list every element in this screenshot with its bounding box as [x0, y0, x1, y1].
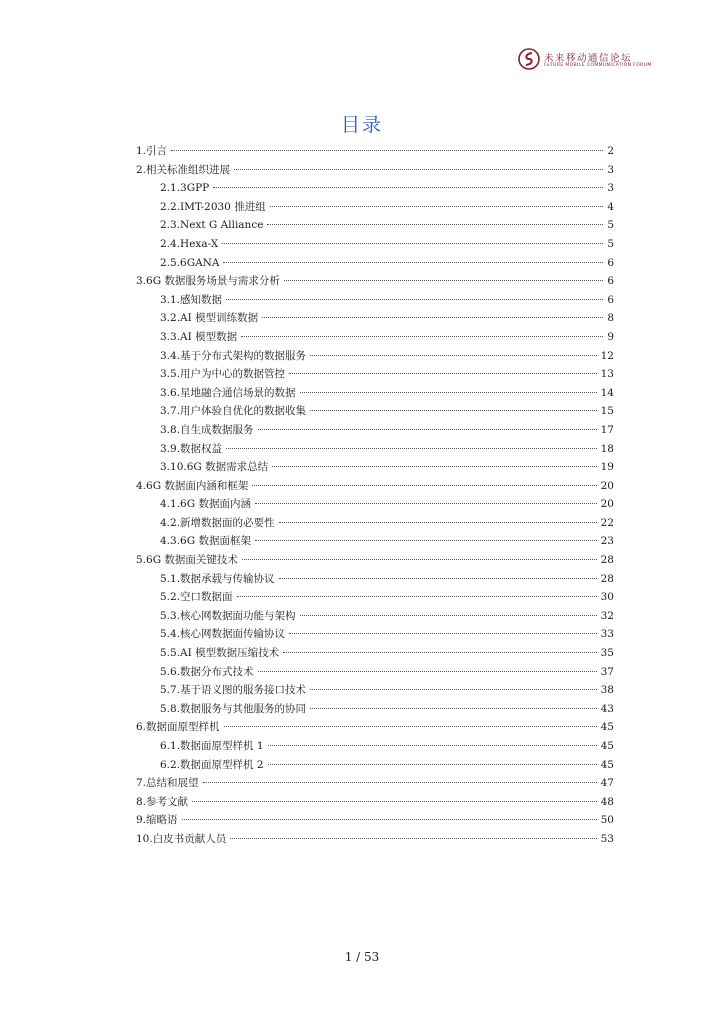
forum-logo-icon	[518, 48, 540, 70]
toc-entry-label: 3.6.星地融合通信场景的数据	[160, 386, 296, 399]
toc-entry[interactable]	[136, 625, 614, 644]
toc-entry-label: 5.3.核心网数据面功能与架构	[160, 609, 296, 622]
toc-entry[interactable]	[136, 514, 614, 533]
toc-entry-label: 2.3.Next G Alliance	[160, 219, 264, 232]
toc-leader-dots	[289, 373, 597, 374]
toc-entry-label: 6.2.数据面原型样机 2	[160, 758, 264, 771]
page-indicator: 1 / 53	[344, 950, 380, 964]
toc-entry[interactable]	[136, 588, 614, 607]
toc-entry-label: 4.6G 数据面内涵和框架	[136, 479, 249, 492]
toc-entry-page: 50	[600, 814, 614, 827]
toc-entry-page: 33	[600, 628, 614, 641]
toc-entry[interactable]	[136, 198, 614, 217]
toc-entry-label: 3.7.用户体验自优化的数据收集	[160, 405, 307, 418]
toc-leader-dots	[242, 559, 597, 560]
toc-entry[interactable]	[136, 458, 614, 477]
toc-leader-dots	[283, 652, 597, 653]
toc-leader-dots	[258, 671, 597, 672]
toc-entry-page: 6	[607, 256, 614, 269]
toc-entry-page: 37	[600, 665, 614, 678]
toc-leader-dots	[241, 336, 603, 337]
toc-entry-label: 5.4.核心网数据面传输协议	[160, 628, 286, 641]
toc-leader-dots	[258, 429, 597, 430]
toc-entry-page: 17	[600, 423, 614, 436]
toc-entry-label: 3.10.6G 数据需求总结	[160, 461, 269, 474]
toc-leader-dots	[270, 206, 604, 207]
toc-entry-label: 2.5.6GANA	[160, 256, 220, 269]
toc-leader-dots	[192, 801, 597, 802]
toc-entry-label: 6.1.数据面原型样机 1	[160, 740, 264, 752]
toc-entry-page: 4	[607, 200, 614, 213]
toc-leader-dots	[203, 782, 597, 783]
toc-entry-label: 3.5.用户为中心的数据管控	[160, 368, 286, 381]
toc-entry[interactable]	[136, 495, 614, 514]
toc-entry-page: 43	[600, 702, 614, 715]
toc-entry-label: 2.1.3GPP	[160, 182, 210, 195]
toc-entry-page: 45	[600, 758, 614, 771]
toc-entry-page: 8	[607, 312, 614, 325]
toc-entry-label: 5.6.数据分布式技术	[160, 665, 254, 678]
toc-entry[interactable]	[136, 737, 614, 756]
toc-leader-dots	[272, 466, 597, 467]
toc-entry-label: 8.参考文献	[136, 795, 189, 808]
toc-leader-dots	[284, 280, 603, 281]
toc-entry-page: 14	[600, 386, 614, 399]
toc-entry-page: 20	[600, 479, 614, 492]
toc-entry-page: 45	[600, 721, 614, 734]
toc-entry-label: 3.2.AI 模型训练数据	[160, 312, 259, 325]
toc-entry[interactable]	[136, 700, 614, 719]
toc-entry-page: 22	[600, 516, 614, 529]
toc-entry[interactable]	[136, 179, 614, 198]
toc-entry-label: 3.8.自生成数据服务	[160, 423, 254, 436]
toc-entry[interactable]	[136, 793, 614, 812]
toc-entry-page: 9	[607, 330, 614, 343]
toc-entry-label: 2.2.IMT-2030 推进组	[160, 200, 266, 213]
toc-entry-page: 2	[607, 145, 614, 157]
toc-leader-dots	[224, 726, 597, 727]
toc-entry-label: 4.3.6G 数据面框架	[160, 535, 251, 548]
toc-leader-dots	[234, 169, 603, 170]
toc-entry[interactable]	[136, 774, 614, 793]
toc-entry-page: 5	[607, 237, 614, 250]
toc-entry[interactable]	[136, 254, 614, 273]
toc-entry-page: 15	[600, 405, 614, 418]
toc-leader-dots	[222, 243, 603, 244]
toc-entry-label: 10.白皮书贡献人员	[136, 832, 227, 845]
toc-leader-dots	[279, 522, 597, 523]
toc-entry-page: 3	[607, 163, 614, 176]
toc-entry-label: 9.缩略语	[136, 814, 178, 827]
toc-entry-page: 47	[600, 777, 614, 790]
toc-leader-dots	[300, 615, 597, 616]
toc-entry-label: 7.总结和展望	[136, 777, 199, 790]
toc-entry-page: 13	[600, 368, 614, 381]
toc-leader-dots	[268, 764, 597, 765]
toc-entry-page: 20	[600, 498, 614, 511]
toc-leader-dots	[262, 317, 603, 318]
toc-leader-dots	[255, 540, 597, 541]
toc-entry[interactable]	[136, 570, 614, 589]
toc-leader-dots	[289, 633, 597, 634]
toc-entry-label: 5.6G 数据面关键技术	[136, 554, 238, 567]
toc-leader-dots	[171, 150, 603, 151]
toc-entry-label: 5.8.数据服务与其他服务的协同	[160, 702, 307, 715]
toc-entry[interactable]	[136, 718, 614, 737]
toc-entry-page: 28	[600, 572, 614, 585]
toc-entry-label: 5.5.AI 模型数据压缩技术	[160, 647, 280, 660]
toc-leader-dots	[310, 410, 597, 411]
toc-entry-page: 28	[600, 554, 614, 567]
toc-leader-dots	[226, 448, 597, 449]
toc-leader-dots	[223, 262, 603, 263]
toc-leader-dots	[267, 224, 603, 225]
toc-entry[interactable]	[136, 142, 614, 161]
toc-entry-label: 3.4.基于分布式架构的数据服务	[160, 349, 307, 362]
toc-entry[interactable]	[136, 756, 614, 775]
toc-entry-label: 2.相关标准组织进展	[136, 163, 231, 176]
toc-entry[interactable]	[136, 477, 614, 496]
toc-entry[interactable]	[136, 811, 614, 830]
toc-leader-dots	[255, 503, 597, 504]
toc-entry-label: 1.引言	[136, 145, 168, 157]
toc-leader-dots	[182, 819, 597, 820]
toc-entry[interactable]	[136, 402, 614, 421]
toc-entry-label: 4.2.新增数据面的必要性	[160, 516, 275, 529]
toc-entry[interactable]	[136, 663, 614, 682]
table-of-contents	[136, 142, 614, 849]
toc-entry-page: 53	[600, 832, 614, 845]
toc-entry[interactable]	[136, 328, 614, 347]
toc-entry[interactable]	[136, 272, 614, 291]
toc-entry-page: 38	[600, 684, 614, 697]
toc-entry-page: 45	[600, 740, 614, 752]
toc-leader-dots	[237, 596, 597, 597]
logo-english-text: FuTURE MOBILE COMMUNICATION FORUM	[544, 63, 652, 68]
toc-entry[interactable]	[136, 440, 614, 459]
toc-entry[interactable]	[136, 384, 614, 403]
forum-logo	[518, 46, 652, 76]
toc-entry-page: 12	[600, 349, 614, 362]
toc-entry-label: 6.数据面原型样机	[136, 721, 220, 734]
toc-entry-page: 5	[607, 219, 614, 232]
toc-entry-page: 18	[600, 442, 614, 455]
toc-entry-label: 5.7.基于语义图的服务接口技术	[160, 684, 307, 697]
toc-entry[interactable]	[136, 681, 614, 700]
toc-entry[interactable]	[136, 644, 614, 663]
toc-entry-page: 30	[600, 591, 614, 604]
toc-leader-dots	[252, 485, 596, 486]
toc-entry-page: 32	[600, 609, 614, 622]
toc-entry-page: 3	[607, 182, 614, 195]
toc-entry[interactable]	[136, 830, 614, 849]
toc-leader-dots	[310, 689, 597, 690]
toc-leader-dots	[310, 355, 597, 356]
toc-leader-dots	[230, 838, 596, 839]
toc-entry-label: 2.4.Hexa-X	[160, 237, 219, 250]
toc-entry[interactable]	[136, 421, 614, 440]
toc-entry-label: 3.3.AI 模型数据	[160, 330, 238, 343]
toc-entry[interactable]	[136, 551, 614, 570]
toc-entry[interactable]	[136, 291, 614, 310]
toc-entry-label: 3.1.感知数据	[160, 293, 223, 306]
toc-entry[interactable]	[136, 216, 614, 235]
toc-leader-dots	[268, 745, 597, 746]
toc-entry-label: 5.1.数据承载与传输协议	[160, 572, 275, 585]
toc-entry[interactable]	[136, 365, 614, 384]
toc-entry-page: 35	[600, 647, 614, 660]
toc-leader-dots	[279, 578, 597, 579]
toc-entry-page: 6	[607, 293, 614, 306]
toc-entry-page: 48	[600, 795, 614, 808]
toc-entry[interactable]	[136, 161, 614, 180]
toc-leader-dots	[310, 708, 597, 709]
toc-entry[interactable]	[136, 532, 614, 551]
toc-entry-label: 3.6G 数据服务场景与需求分析	[136, 275, 280, 288]
toc-entry-label: 3.9.数据权益	[160, 442, 223, 455]
logo-chinese-text: 未来移动通信论坛	[544, 53, 633, 64]
toc-leader-dots	[226, 299, 603, 300]
toc-entry-page: 19	[600, 461, 614, 474]
toc-entry-label: 5.2.空口数据面	[160, 591, 233, 604]
toc-leader-dots	[213, 187, 603, 188]
toc-entry[interactable]	[136, 235, 614, 254]
toc-leader-dots	[300, 392, 597, 393]
toc-title: 目录	[340, 114, 383, 136]
toc-entry[interactable]	[136, 309, 614, 328]
toc-entry-page: 23	[600, 535, 614, 548]
toc-entry-page: 6	[607, 275, 614, 288]
toc-entry[interactable]	[136, 607, 614, 626]
toc-entry-label: 4.1.6G 数据面内涵	[160, 498, 251, 511]
toc-entry[interactable]	[136, 347, 614, 366]
